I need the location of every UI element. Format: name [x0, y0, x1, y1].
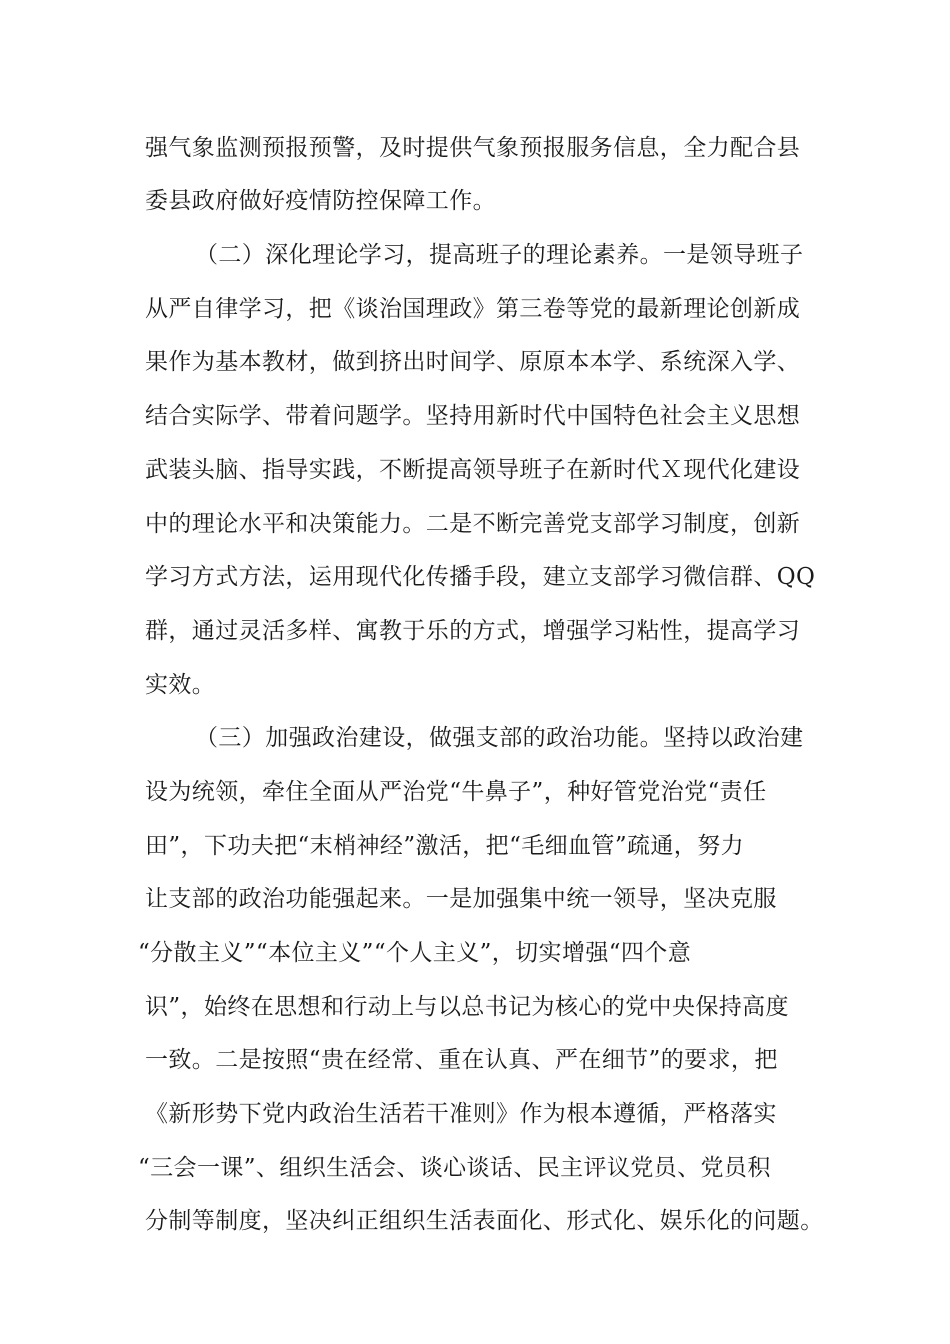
text-line: 田”，下功夫把“末梢神经”激活，把“毛细血管”疏通，努力: [145, 833, 744, 859]
text-line: 委县政府做好疫情防控保障工作。: [145, 188, 496, 214]
text-line: 中的理论水平和决策能力。二是不断完善党支部学习制度，创新: [145, 511, 801, 537]
text-line: 设为统领，牵住全面从严治党“牛鼻子”，种好管党治党“责任: [145, 779, 767, 805]
text-line: 结合实际学、带着问题学。坚持用新时代中国特色社会主义思想: [145, 403, 801, 429]
text-line: 让支部的政治功能强起来。一是加强集中统一领导，坚决克服: [145, 886, 777, 912]
text-line: 《新形势下党内政治生活若干准则》作为根本遵循，严格落实: [145, 1101, 777, 1127]
text-line: “分散主义”“本位主义”“个人主义”，切实增强“四个意: [138, 940, 692, 966]
text-line: 实效。: [145, 672, 216, 698]
text-line: 群，通过灵活多样、寓教于乐的方式，增强学习粘性，提高学习: [145, 618, 801, 644]
text-line: 强气象监测预报预警，及时提供气象预报服务信息，全力配合县: [145, 135, 801, 161]
text-line: 果作为基本教材，做到挤出时间学、原原本本学、系统深入学、: [145, 349, 801, 375]
text-line: “三会一课”、组织生活会、谈心谈话、民主评议党员、党员积: [138, 1155, 771, 1181]
paragraph-heading-line: （二）深化理论学习，提高班子的理论素养。一是领导班子: [195, 242, 804, 268]
text-line: 识”，始终在思想和行动上与以总书记为核心的党中央保持高度: [145, 994, 789, 1020]
text-line: 武装头脑、指导实践，不断提高领导班子在新时代Ｘ现代化建设: [145, 457, 801, 483]
text-line: 分制等制度，坚决纠正组织生活表面化、形式化、娱乐化的问题。: [145, 1208, 824, 1234]
paragraph-heading-line: （三）加强政治建设，做强支部的政治功能。坚持以政治建: [195, 725, 804, 751]
text-line: 从严自律学习，把《谈治国理政》第三卷等党的最新理论创新成: [145, 296, 801, 322]
text-line: 一致。二是按照“贵在经常、重在认真、严在细节”的要求，把: [145, 1047, 778, 1073]
text-line: 学习方式方法，运用现代化传播手段，建立支部学习微信群、QQ: [145, 564, 816, 590]
